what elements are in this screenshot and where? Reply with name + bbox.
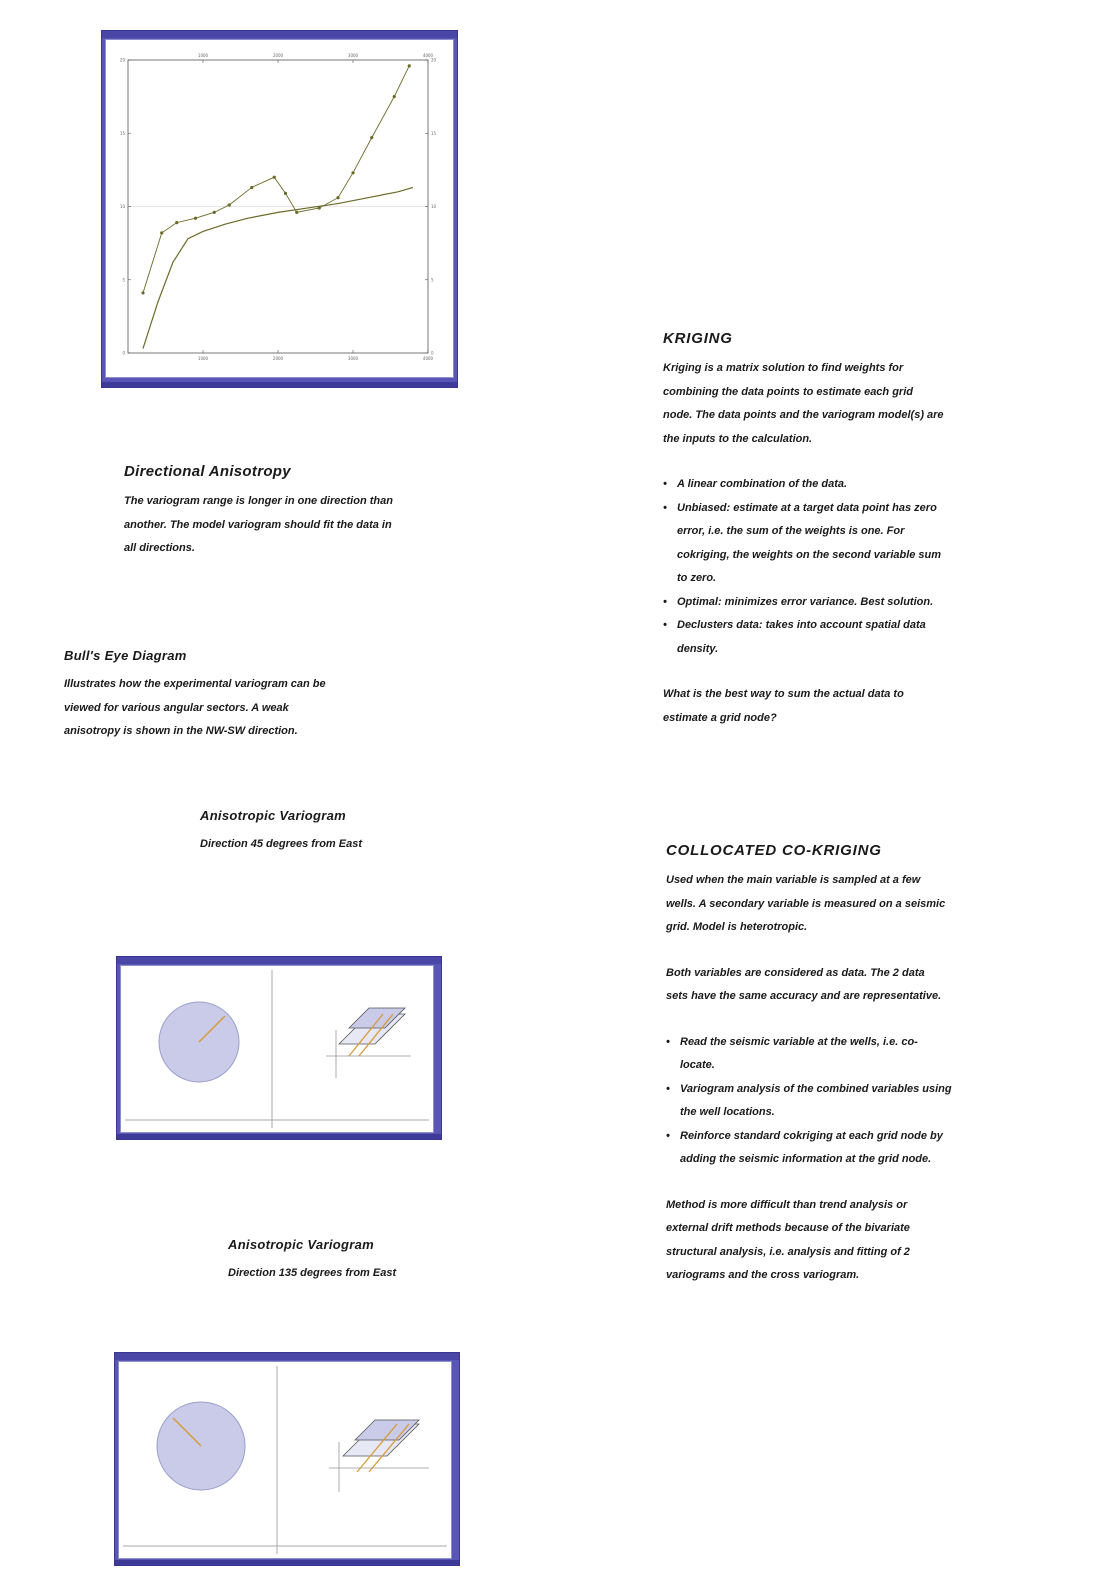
aniso45-caption: [200, 808, 500, 857]
experimental-point: [141, 291, 144, 294]
y-tick-label-right: 10: [431, 204, 437, 209]
aniso135-window: [114, 1352, 460, 1566]
cokriging-p2-1: Both variables are considered as data. The 2 data: [666, 966, 925, 979]
list-item: • A linear combination of the data.: [663, 473, 1063, 497]
x-tick-label-top: 3000: [347, 53, 359, 58]
bulls-eye-line-3: anisotropy is shown in the NW-SW direction.: [64, 725, 298, 737]
cokriging-p3-4: variograms and the cross variogram.: [666, 1269, 860, 1281]
x-tick-label-top: 2000: [272, 53, 284, 58]
kriging-title: KRIGING: [663, 330, 733, 347]
kriging-intro-3: node. The data points and the variogram model(s) are: [663, 409, 944, 421]
y-tick-label: 10: [119, 204, 125, 209]
experimental-point: [273, 176, 276, 179]
list-item: • Optimal: minimizes error variance. Best solution.: [663, 591, 1063, 615]
experimental-point: [213, 211, 216, 214]
variogram-chart: [106, 40, 453, 377]
window-statusbar: [117, 1134, 441, 1139]
aniso45-window: [116, 956, 442, 1140]
y-tick-label-right: 5: [431, 277, 434, 283]
search-box-diagram: [326, 1008, 411, 1078]
aniso135-diagram: [119, 1362, 451, 1558]
y-tick-label-right: 15: [431, 130, 437, 136]
bulls-eye-title: Bull's Eye Diagram: [64, 648, 187, 663]
cokriging-p3-3: structural analysis, i.e. analysis and fitting of 2: [666, 1245, 910, 1258]
experimental-point: [408, 64, 411, 67]
aniso135-subtitle: Direction 135 degrees from East: [228, 1267, 397, 1279]
directional-anisotropy-section: [124, 463, 484, 561]
variogram-plot-area: [105, 39, 454, 378]
list-item: • Reinforce standard cokriging at each grid node by adding the seismic information at the grid node.: [666, 1125, 1066, 1172]
experimental-point: [336, 196, 339, 199]
experimental-point: [194, 217, 197, 220]
list-item: • Declusters data: takes into account spatial data density.: [663, 614, 1063, 661]
directional-line-3: all directions.: [124, 542, 195, 554]
list-item: • Unbiased: estimate at a target data point has zero error, i.e. the sum of the weights is one. For cokriging, the weights on the second variable sum to zero.: [663, 497, 1063, 591]
experimental-point: [318, 206, 321, 209]
y-tick-label: 15: [119, 130, 125, 136]
bulls-eye-line-2: viewed for various angular sectors. A weak: [64, 701, 289, 714]
window-titlebar: [117, 957, 441, 964]
window-titlebar: [102, 31, 457, 38]
kriging-bullets: [663, 473, 1063, 661]
experimental-point: [295, 211, 298, 214]
aniso135-caption: [228, 1237, 528, 1286]
kriging-question-1: What is the best way to sum the actual data to: [663, 688, 904, 700]
cokriging-p1-2: wells. A secondary variable is measured on a seismic: [666, 897, 946, 910]
directional-line-2: another. The model variogram should fit the data in: [124, 518, 392, 531]
y-tick-label-right: 20: [431, 57, 437, 63]
cokriging-p1-3: grid. Model is heterotropic.: [666, 921, 808, 933]
experimental-point: [370, 136, 373, 139]
x-tick-label: 3000: [347, 356, 359, 361]
directional-title: Directional Anisotropy: [124, 463, 291, 480]
experimental-variogram-line: [143, 66, 409, 293]
aniso45-title: Anisotropic Variogram: [200, 808, 346, 823]
y-tick-label-right: 0: [431, 350, 434, 356]
search-box-diagram: [329, 1420, 429, 1492]
kriging-intro-1: Kriging is a matrix solution to find weights for: [663, 362, 904, 374]
aniso45-panels: [120, 965, 434, 1133]
variogram-window: [101, 30, 458, 388]
experimental-point: [393, 95, 396, 98]
model-variogram-line: [143, 187, 413, 348]
cokriging-p3-2: external drift methods because of the bivariate: [666, 1222, 910, 1234]
aniso135-title: Anisotropic Variogram: [228, 1237, 374, 1252]
x-tick-label: 2000: [272, 356, 284, 361]
x-tick-label: 1000: [197, 356, 209, 361]
cokriging-p1-1: Used when the main variable is sampled at a few: [666, 874, 921, 886]
experimental-point: [284, 192, 287, 195]
window-statusbar: [115, 1560, 459, 1565]
aniso45-diagram: [121, 966, 433, 1132]
experimental-point: [175, 221, 178, 224]
directional-line-1: The variogram range is longer in one direction than: [124, 495, 393, 507]
kriging-intro-2: combining the data points to estimate each grid: [663, 385, 913, 398]
cokriging-p2-2: sets have the same accuracy and are representative.: [666, 990, 942, 1002]
experimental-point: [228, 203, 231, 206]
bulls-eye-section: [64, 648, 424, 744]
cokriging-title: COLLOCATED CO-KRIGING: [666, 842, 882, 859]
window-titlebar: [115, 1353, 459, 1360]
cokriging-section: [666, 842, 1066, 1288]
experimental-point: [160, 231, 163, 234]
y-tick-label: 5: [122, 277, 125, 283]
experimental-point: [351, 171, 354, 174]
x-tick-label: 4000: [422, 356, 434, 361]
y-tick-label: 20: [119, 57, 125, 63]
cokriging-bullets: [666, 1031, 1066, 1172]
list-item: • Read the seismic variable at the wells, i.e. co- locate.: [666, 1031, 1066, 1078]
experimental-point: [250, 186, 253, 189]
kriging-section: [663, 330, 1063, 730]
kriging-question-2: estimate a grid node?: [663, 711, 777, 724]
y-tick-label: 0: [122, 350, 125, 356]
aniso45-subtitle: Direction 45 degrees from East: [200, 838, 363, 850]
bulls-eye-line-1: Illustrates how the experimental variogram can be: [64, 678, 326, 690]
x-tick-label-top: 1000: [197, 53, 209, 58]
kriging-intro-4: the inputs to the calculation.: [663, 432, 813, 445]
window-statusbar: [102, 382, 457, 387]
cokriging-p3-1: Method is more difficult than trend analysis or: [666, 1198, 908, 1211]
x-tick-label-top: 4000: [422, 53, 434, 58]
list-item: • Variogram analysis of the combined variables using the well locations.: [666, 1078, 1066, 1125]
aniso135-panels: [118, 1361, 452, 1559]
